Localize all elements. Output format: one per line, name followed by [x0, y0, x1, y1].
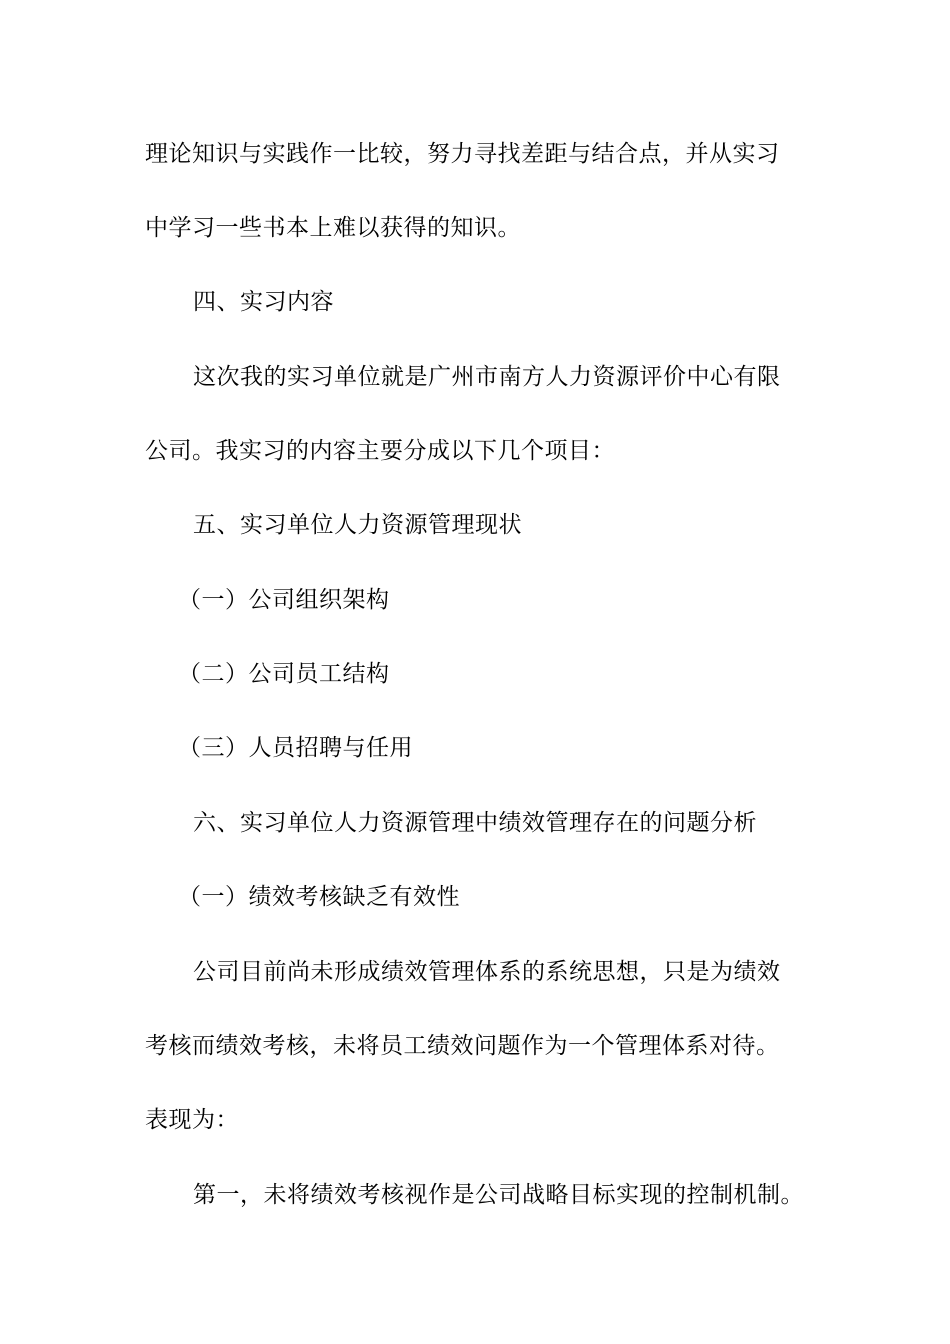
section-heading: 六、实习单位人力资源管理中绩效管理存在的问题分析 — [193, 810, 757, 836]
paragraph-line: 第一，未将绩效考核视作是公司战略目标实现的控制机制。 — [193, 1182, 804, 1208]
paragraph-line: 考核而绩效考核，未将员工绩效问题作为一个管理体系对待。 — [145, 1033, 780, 1059]
paragraph-line: 理论知识与实践作一比较，努力寻找差距与结合点，并从实习 — [145, 141, 780, 167]
paragraph-line: 公司目前尚未形成绩效管理体系的系统思想，只是为绩效 — [193, 959, 781, 985]
section-heading: 五、实习单位人力资源管理现状 — [193, 512, 522, 538]
paragraph-line: 中学习一些书本上难以获得的知识。 — [145, 215, 521, 241]
paragraph-line: 表现为： — [145, 1107, 239, 1133]
subsection-heading: （三）人员招聘与任用 — [178, 735, 413, 761]
subsection-heading: （一）公司组织架构 — [178, 587, 390, 613]
subsection-heading: （二）公司员工结构 — [178, 661, 390, 687]
paragraph-line: 这次我的实习单位就是广州市南方人力资源评价中心有限 — [193, 364, 781, 390]
paragraph-line: 公司。我实习的内容主要分成以下几个项目： — [145, 438, 615, 464]
section-heading: 四、实习内容 — [193, 289, 334, 315]
subsection-heading: （一）绩效考核缺乏有效性 — [178, 884, 460, 910]
